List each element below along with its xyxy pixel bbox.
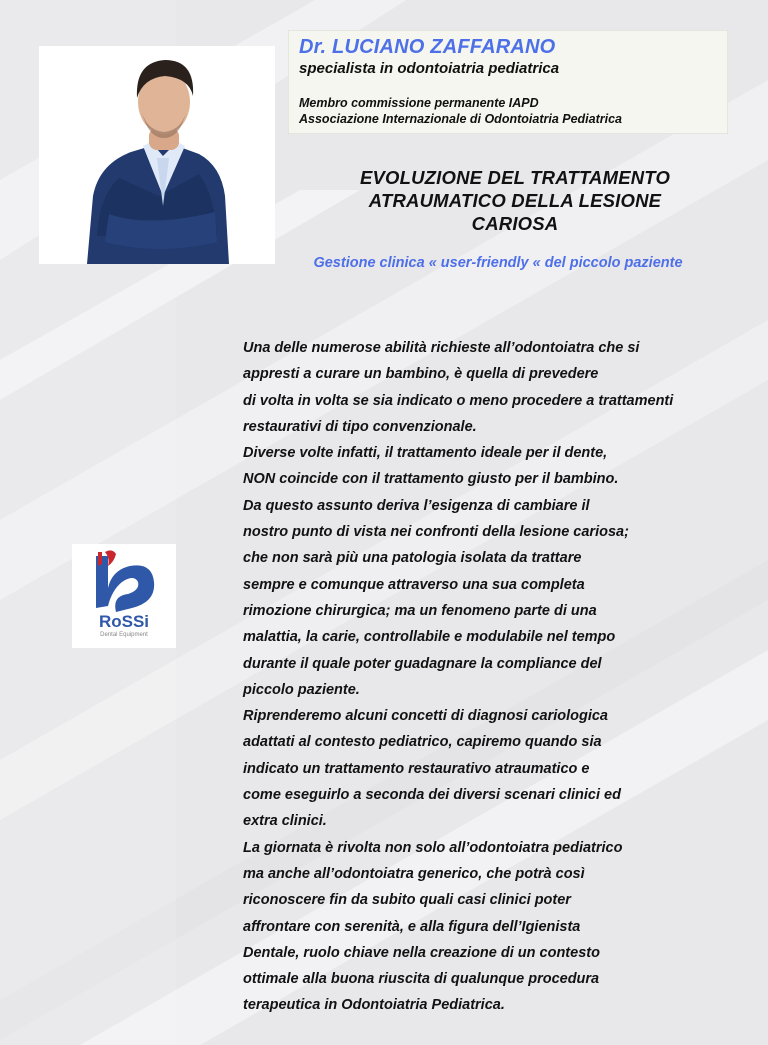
title-line-3: CARIOSA bbox=[471, 213, 559, 234]
membership-line-1: Membro commissione permanente IAPD bbox=[299, 96, 539, 110]
body-line: NON coincide con il trattamento giusto per il bambino. bbox=[243, 471, 619, 488]
rossi-logo-icon bbox=[72, 544, 176, 648]
doctor-specialty: specialista in odontoiatria pediatrica bbox=[299, 60, 560, 77]
body-line: nostro punto di vista nei confronti della lesione cariosa; bbox=[243, 524, 629, 541]
title-line-2: ATRAUMATICO DELLA LESIONE bbox=[368, 190, 662, 211]
body-line: rimozione chirurgica; ma un fenomeno parte di una bbox=[243, 602, 597, 619]
doctor-name: Dr. LUCIANO ZAFFARANO bbox=[299, 36, 556, 58]
body-line: indicato un trattamento restaurativo atraumatico e bbox=[243, 760, 590, 777]
body-line: riconoscere fin da subito quali casi clinici poter bbox=[243, 892, 571, 909]
body-line: Una delle numerose abilità richieste all’odontoiatra che si bbox=[243, 340, 640, 356]
body-line: affrontare con serenità, e alla figura dell’Igienista bbox=[243, 918, 581, 935]
body-text bbox=[243, 335, 743, 1019]
body-line: restaurativi di tipo convenzionale. bbox=[243, 418, 477, 435]
body-line: ma anche all’odontoiatra generico, che potrà così bbox=[243, 865, 585, 882]
body-line: terapeutica in Odontoiatria Pediatrica. bbox=[243, 997, 505, 1014]
body-line: appresti a curare un bambino, è quella di prevedere bbox=[243, 366, 599, 383]
body-line: malattia, la carie, controllabile e modulabile nel tempo bbox=[243, 629, 616, 646]
page-subtitle: Gestione clinica « user-friendly « del piccolo paziente bbox=[313, 255, 683, 271]
body-line: Diverse volte infatti, il trattamento ideale per il dente, bbox=[243, 445, 608, 462]
page-title bbox=[330, 166, 700, 235]
body-line: che non sarà più una patologia isolata da trattare bbox=[243, 550, 582, 567]
doctor-header bbox=[288, 30, 728, 134]
body-line: sempre e comunque attraverso una sua completa bbox=[243, 576, 585, 593]
body-line: piccolo paziente. bbox=[243, 681, 360, 698]
body-line: Dentale, ruolo chiave nella creazione di un contesto bbox=[243, 944, 600, 961]
rossi-logo bbox=[72, 544, 176, 648]
doctor-photo bbox=[39, 46, 275, 264]
body-line: di volta in volta se sia indicato o meno procedere a trattamenti bbox=[243, 392, 674, 409]
membership-line-2: Associazione Internazionale di Odontoiatria Pediatrica bbox=[299, 112, 622, 126]
doctor-membership bbox=[299, 95, 622, 127]
body-line: Da questo assunto deriva l’esigenza di cambiare il bbox=[243, 497, 590, 514]
body-line: durante il quale poter guadagnare la compliance del bbox=[243, 655, 602, 672]
body-line: Riprenderemo alcuni concetti di diagnosi cariologica bbox=[243, 708, 608, 725]
body-line: La giornata è rivolta non solo all’odontoiatra pediatrico bbox=[243, 839, 623, 856]
body-line: adattati al contesto pediatrico, capiremo quando sia bbox=[243, 734, 602, 751]
doctor-portrait-icon bbox=[39, 46, 275, 264]
body-line: ottimale alla buona riuscita di qualunque procedura bbox=[243, 971, 600, 988]
logo-tagline: Dental Equipment bbox=[100, 632, 148, 638]
title-line-1: EVOLUZIONE DEL TRATTAMENTO bbox=[359, 167, 671, 188]
body-line: come eseguirlo a seconda dei diversi scenari clinici ed bbox=[243, 787, 621, 804]
body-line: extra clinici. bbox=[243, 813, 327, 830]
logo-brand: RoSSi bbox=[98, 612, 150, 631]
